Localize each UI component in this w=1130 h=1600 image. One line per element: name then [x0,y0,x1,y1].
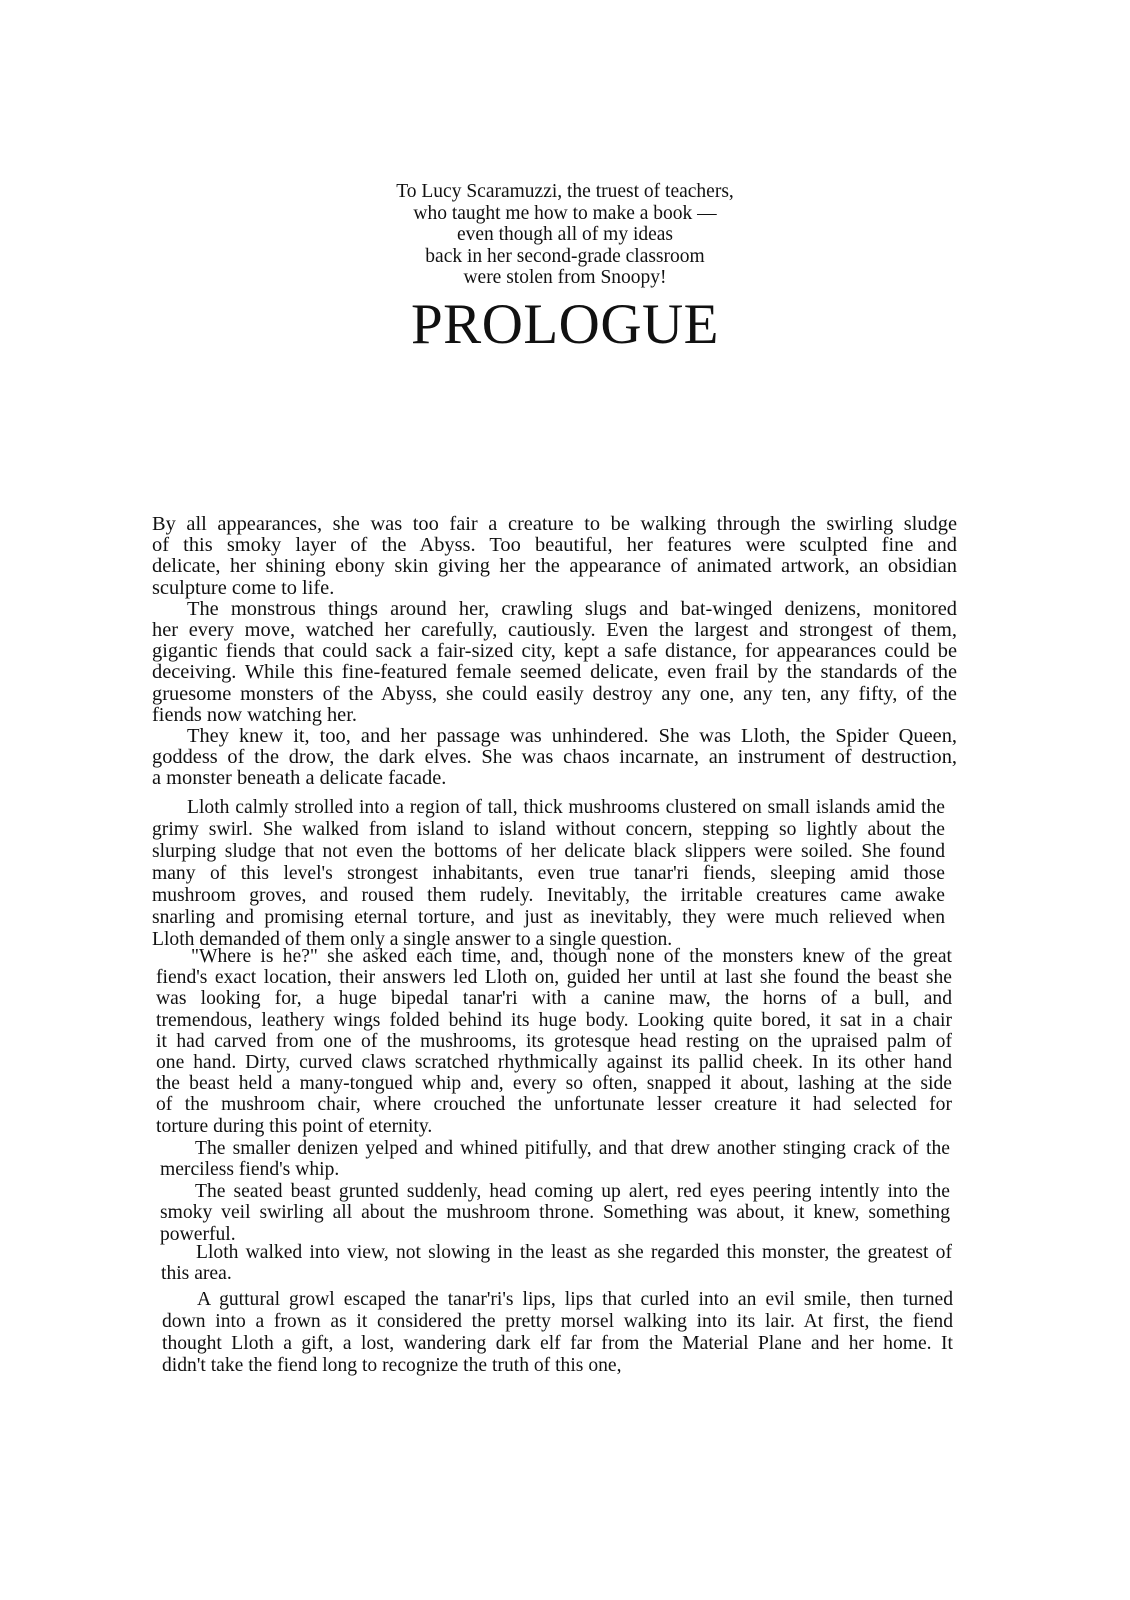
text-line: torture during this point of eternity. [156,1115,433,1137]
body-text-block [152,514,957,789]
text-line: mushroom groves, and roused them rudely. Inevitably, the irritable creatures came awake [152,885,945,906]
text-line: didn't take the fiend long to recognize the truth of this one, [162,1355,622,1376]
text-line: Lloth walked into view, not slowing in the least as she regarded this monster, the greatest of [196,1242,952,1263]
body-text-block [162,1289,953,1377]
text-line: was looking for, a huge bipedal tanar'ri with a canine maw, the horns of a bull, and [156,988,952,1010]
text-line: the beast held a many-tongued whip and, every so often, snapped it about, lashing at the side [156,1073,952,1095]
text-line: The seated beast grunted suddenly, head coming up alert, red eyes peering intently into the [195,1180,950,1202]
body-text-block [161,1242,952,1285]
text-line: thought Lloth a gift, a lost, wandering dark elf far from the Material Plane and her home. It [162,1333,953,1354]
text-line: The monstrous things around her, crawling slugs and bat-winged denizens, monitored [187,598,957,620]
text-line: delicate, her shining ebony skin giving her the appearance of animated artwork, an obsidian [152,556,957,578]
text-line: merciless fiend's whip. [160,1159,340,1181]
text-line: They knew it, too, and her passage was unhindered. She was Lloth, the Spider Queen, [187,725,957,747]
dedication-line: were stolen from Snoopy! [463,267,667,288]
text-line: of the mushroom chair, where crouched the unfortunate lesser creature it had selected for [156,1094,952,1116]
text-line: smoky veil swirling all about the mushroom throne. Something was about, it knew, something [160,1202,950,1224]
text-line: fiend's exact location, their answers led Lloth on, guided her until at last she found the beast she [156,967,952,989]
dedication-line: even though all of my ideas [456,224,674,245]
text-line: A guttural growl escaped the tanar'ri's lips, lips that curled into an evil smile, then turned [197,1289,953,1310]
text-line: one hand. Dirty, curved claws scratched rhythmically against its pallid cheek. In its other hand [156,1051,952,1073]
text-line: of this smoky layer of the Abyss. Too beautiful, her features were sculpted fine and [152,535,957,557]
text-line: Lloth calmly strolled into a region of tall, thick mushrooms clustered on small islands amid the [187,797,945,818]
text-line: it had carved from one of the mushrooms, its grotesque head resting on the upraised palm of [156,1030,952,1052]
text-line: grimy swirl. She walked from island to island without concern, stepping so lightly about the [152,819,945,840]
text-line: The smaller denizen yelped and whined pitifully, and that drew another stinging crack of the [195,1138,950,1159]
text-line: many of this level's strongest inhabitants, even true tanar'ri fiends, sleeping amid those [152,863,945,884]
dedication-line: who taught me how to make a book — [413,202,717,224]
text-line: this area. [161,1263,232,1285]
text-line: deceiving. While this fine-featured female seemed delicate, even frail by the standards of the [152,662,957,684]
body-text-block [156,946,952,1137]
text-line: gigantic fiends that could sack a fair-sized city, kept a safe distance, for appearances could be [152,641,957,663]
text-line: her every move, watched her carefully, cautiously. Even the largest and strongest of them, [152,619,957,641]
dedication-line: To Lucy Scaramuzzi, the truest of teachers, [396,181,734,202]
text-line: Lloth demanded of them only a single answer to a single question. [152,929,673,950]
dedication [0,181,1130,289]
body-text-block [152,797,945,951]
text-line: "Where is he?" she asked each time, and, though none of the monsters knew of the great [191,946,952,967]
chapter-title: PROLOGUE [410,293,719,356]
text-line: slurping sludge that not even the bottoms of her delicate black slippers were soiled. She found [152,841,945,862]
text-line: sculpture come to life. [152,577,335,599]
text-line: By all appearances, she was too fair a creature to be walking through the swirling sludge [152,514,957,535]
text-line: goddess of the drow, the dark elves. She was chaos incarnate, an instrument of destruction, [152,747,957,769]
text-line: fiends now watching her. [152,704,357,726]
text-line: down into a frown as it considered the pretty morsel walking into its lair. At first, the fiend [162,1311,953,1332]
text-line: powerful. [160,1223,236,1245]
text-line: snarling and promising eternal torture, and just as inevitably, they were much relieved when [152,907,945,928]
text-line: gruesome monsters of the Abyss, she could easily destroy any one, any ten, any fifty, of the [152,683,957,705]
dedication-line: back in her second-grade classroom [425,245,705,267]
body-text-block [160,1138,950,1245]
text-line: tremendous, leathery wings folded behind its huge body. Looking quite bored, it sat in a chair [156,1009,952,1031]
text-line: a monster beneath a delicate facade. [152,768,447,790]
